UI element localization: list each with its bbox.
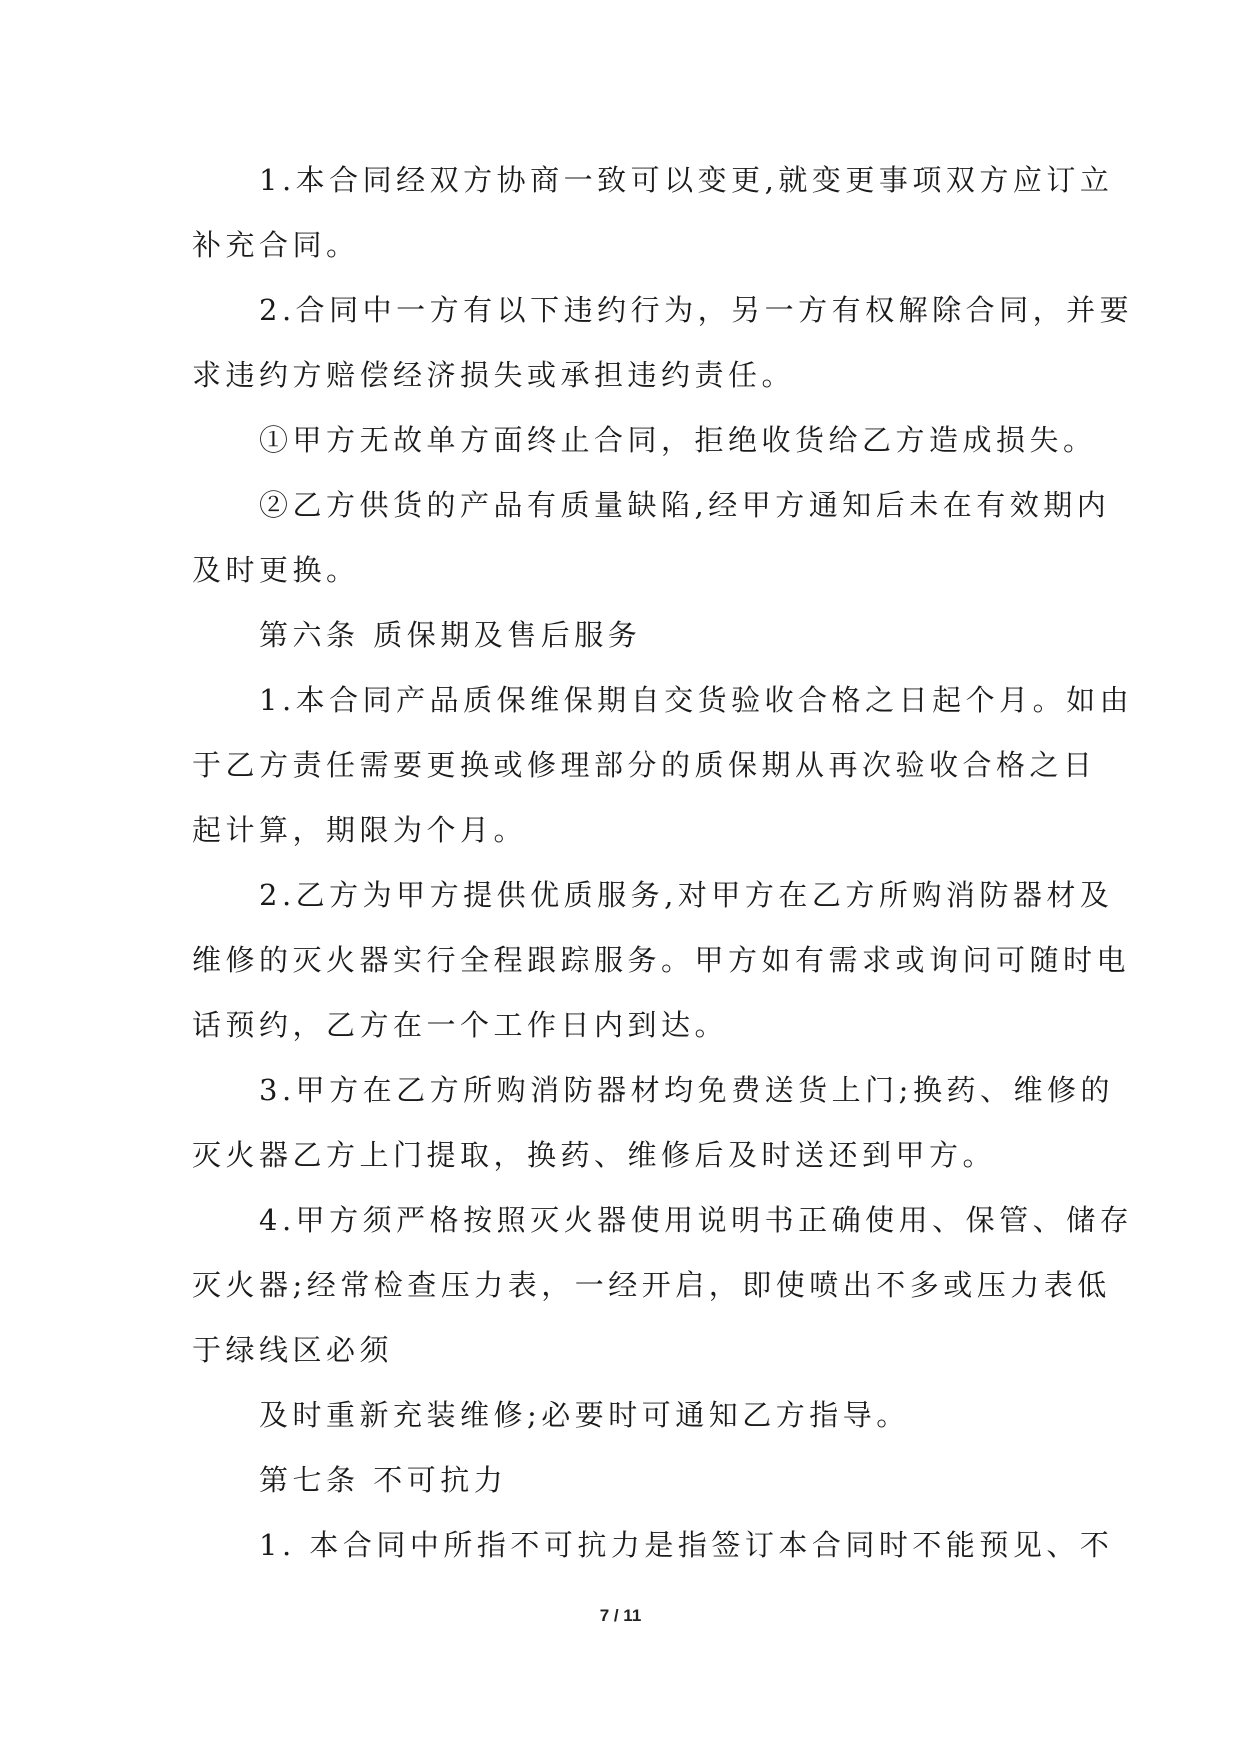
document-body	[192, 160, 1134, 1566]
text-line: 于绿线区必须	[192, 1333, 394, 1367]
text-line: 维修的灭火器实行全程跟踪服务。甲方如有需求或询问可随时电	[192, 943, 1131, 977]
text-line: 起计算，期限为个月。	[192, 813, 528, 847]
text-line: 话预约，乙方在一个工作日内到达。	[192, 1008, 729, 1042]
text-line: 补充合同。	[192, 228, 360, 262]
text-line: ①甲方无故单方面终止合同，拒绝收货给乙方造成损失。	[192, 423, 1097, 457]
page-number: 7 / 11	[599, 1606, 642, 1625]
text-line: 4.甲方须严格按照灭火器使用说明书正确使用、保管、储存	[192, 1203, 1134, 1237]
text-line: ②乙方供货的产品有质量缺陷,经甲方通知后未在有效期内	[192, 488, 1111, 522]
text-line: 3.甲方在乙方所购消防器材均免费送货上门;换药、维修的	[192, 1073, 1114, 1107]
text-line: 1.本合同经双方协商一致可以变更,就变更事项双方应订立	[192, 163, 1114, 197]
text-line: 1. 本合同中所指不可抗力是指签订本合同时不能预见、不	[192, 1528, 1114, 1562]
text-line: 灭火器;经常检查压力表，一经开启，即使喷出不多或压力表低	[192, 1268, 1111, 1302]
section-heading: 第六条 质保期及售后服务	[192, 618, 642, 652]
text-line: 1.本合同产品质保维保期自交货验收合格之日起个月。如由	[192, 683, 1134, 717]
text-line: 2.乙方为甲方提供优质服务,对甲方在乙方所购消防器材及	[192, 878, 1114, 912]
text-line: 及时重新充装维修;必要时可通知乙方指导。	[192, 1398, 910, 1432]
text-line: 灭火器乙方上门提取，换药、维修后及时送还到甲方。	[192, 1138, 997, 1172]
text-line: 2.合同中一方有以下违约行为，另一方有权解除合同，并要	[192, 293, 1134, 327]
section-heading: 第七条 不可抗力	[192, 1463, 508, 1497]
text-line: 求违约方赔偿经济损失或承担违约责任。	[192, 358, 796, 392]
text-line: 于乙方责任需要更换或修理部分的质保期从再次验收合格之日	[192, 748, 1097, 782]
text-line: 及时更换。	[192, 553, 360, 587]
